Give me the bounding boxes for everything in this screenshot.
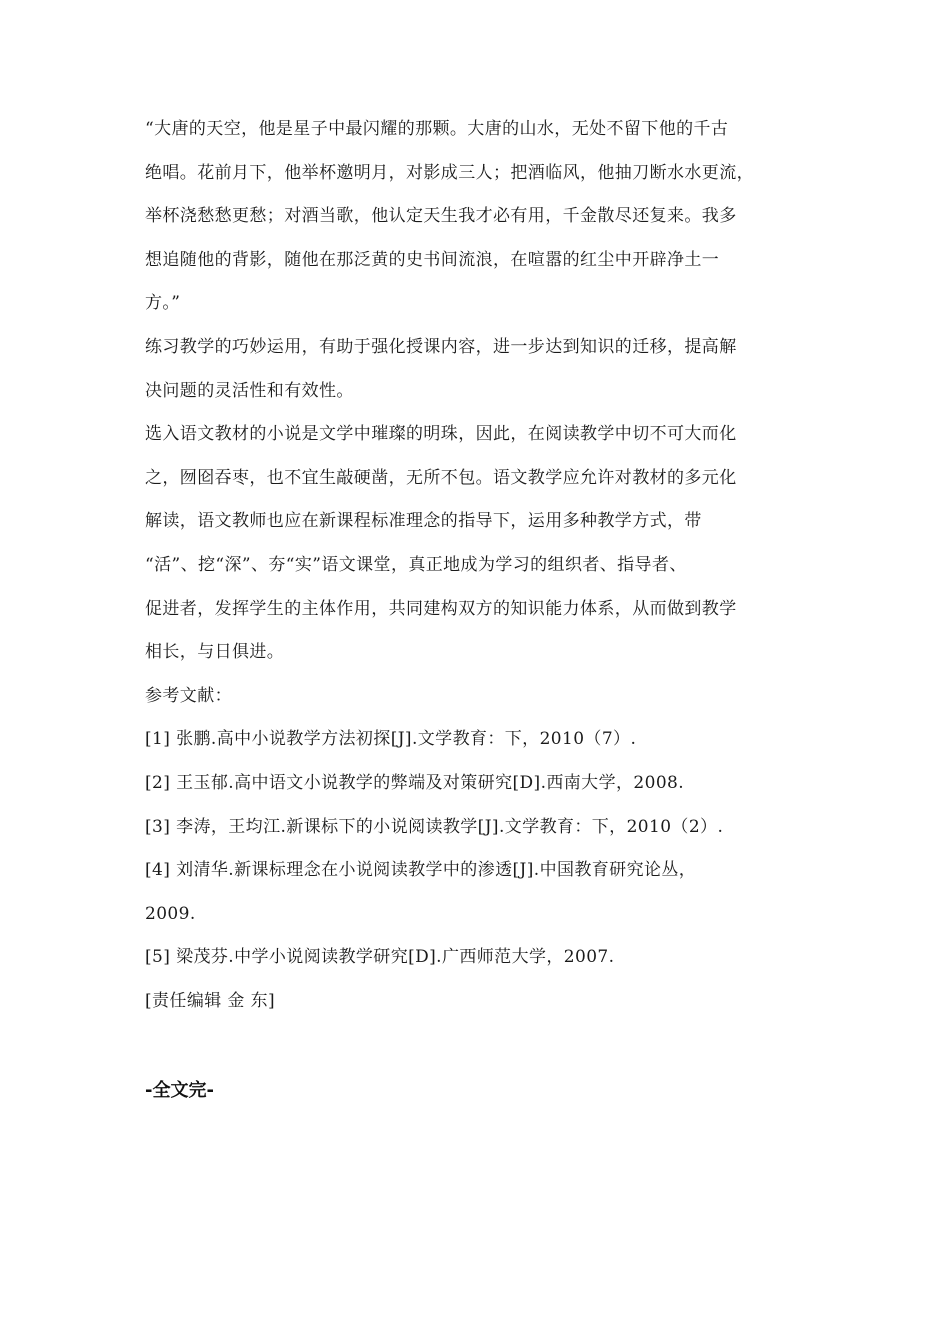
paragraph-conclusion-line-3: 解读，语文教师也应在新课程标准理念的指导下，运用多种教学方式，带 [145, 511, 702, 532]
paragraph-practice-line-2: 决问题的灵活性和有效性。 [145, 380, 354, 401]
paragraph-conclusion-line-5: 促进者，发挥学生的主体作用，共同建构双方的知识能力体系，从而做到教学 [145, 598, 737, 619]
paragraph-conclusion-line-4: “活”、挖“深”、夯“实”语文课堂，真正地成为学习的组织者、指导者、 [145, 554, 687, 575]
end-of-article-marker: -全文完- [145, 1080, 214, 1101]
paragraph-conclusion-line-2: 之，囫囵吞枣，也不宜生敲硬凿，无所不包。语文教学应允许对教材的多元化 [145, 467, 737, 488]
paragraph-quote-line-2: 绝唱。花前月下，他举杯邀明月，对影成三人；把酒临风，他抽刀断水水更流， [145, 162, 754, 183]
reference-item-2: [2] 王玉郁.高中语文小说教学的弊端及对策研究[D].西南大学，2008. [145, 772, 685, 793]
paragraph-practice-line-1: 练习教学的巧妙运用，有助于强化授课内容，进一步达到知识的迁移，提高解 [145, 336, 737, 357]
paragraph-conclusion-line-6: 相长，与日俱进。 [145, 642, 285, 663]
editor-credit: [责任编辑 金 东] [145, 990, 276, 1011]
paragraph-quote-line-4: 想追随他的背影，随他在那泛黄的史书间流浪，在喧嚣的红尘中开辟净土一 [145, 249, 720, 270]
reference-item-5: [5] 梁茂芬.中学小说阅读教学研究[D].广西师范大学，2007. [145, 947, 615, 968]
reference-item-4: [4] 刘清华.新课标理念在小说阅读教学中的渗透[J].中国教育研究论丛， [145, 860, 697, 881]
paragraph-quote-line-1: “大唐的天空，他是星子中最闪耀的那颗。大唐的山水，无处不留下他的千古 [145, 119, 729, 139]
paragraph-conclusion-line-1: 选入语文教材的小说是文学中璀璨的明珠，因此，在阅读教学中切不可大而化 [145, 424, 737, 445]
reference-item-1: [1] 张鹏.高中小说教学方法初探[J].文学教育：下，2010（7）. [145, 729, 637, 750]
paragraph-quote-line-3: 举杯浇愁愁更愁；对酒当歌，他认定天生我才必有用，千金散尽还复来。我多 [145, 206, 737, 227]
paragraph-quote-line-5: 方。” [145, 293, 181, 314]
reference-item-4-continued: 2009. [145, 903, 196, 924]
document-body [145, 108, 810, 1023]
reference-item-3: [3] 李涛，王均江.新课标下的小说阅读教学[J].文学教育：下，2010（2）. [145, 816, 724, 837]
references-heading: 参考文献： [145, 685, 232, 706]
